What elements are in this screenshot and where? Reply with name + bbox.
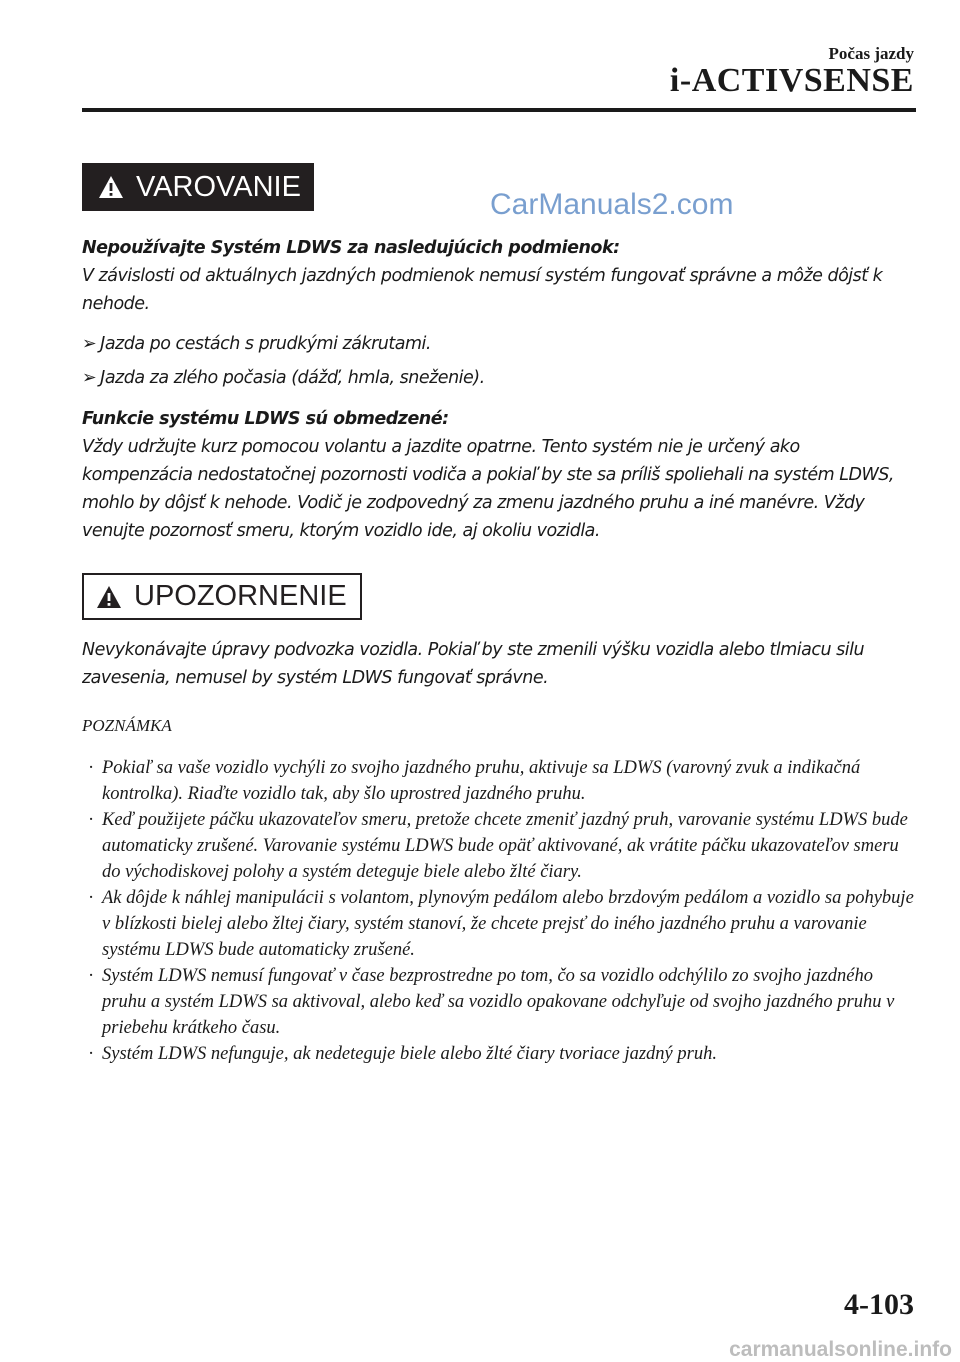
note-item: · Ak dôjde k náhlej manipulácii s volantom, plynovým pedálom alebo brzdovým pedálom a vozidlo sa pohybuje v blízkosti bielej alebo žltej čiary, systém stanoví, že chcete prejsť do iného jazdného pruhu a varovanie systému LDWS bude automaticky zrušené.: [86, 885, 916, 963]
warning-banner: [82, 163, 314, 211]
note-item: · Systém LDWS nefunguje, ak nedeteguje biele alebo žlté čiary tvoriace jazdný pruh.: [86, 1041, 916, 1067]
note-item: · Systém LDWS nemusí fungovať v čase bezprostredne po tom, čo sa vozidlo odchýlilo zo svojho jazdného pruhu a systém LDWS sa aktivoval, alebo keď sa vozidlo opakovane odchyľuje od svojho jazdného pruhu v priebehu krátkeho času.: [86, 963, 916, 1041]
warning-triangle-icon: [98, 175, 124, 199]
note-list: [86, 755, 916, 1067]
header-divider: [82, 108, 916, 112]
warning-heading-2: Funkcie systému LDWS sú obmedzené:: [82, 409, 449, 429]
list-item: ➢ Jazda za zlého počasia (dážď, hmla, sneženie).: [82, 368, 485, 388]
list-item: ➢ Jazda po cestách s prudkými zákrutami.: [82, 334, 431, 354]
arrow-icon: ➢: [82, 334, 97, 354]
warning-block-2: [82, 405, 894, 545]
arrow-icon: ➢: [82, 368, 97, 388]
note-heading: POZNÁMKA: [82, 716, 172, 735]
warning-block-1: [82, 234, 894, 318]
warning-text-2: Vždy udržujte kurz pomocou volantu a jazdite opatrne. Tento systém nie je určený ako kompenzácia nedostatočnej pozornosti vodiča a pokiaľ by ste sa príliš spoliehali na systém LDWS, mohlo by dôjsť k nehode. Vodič je zodpovedný za zmenu jazdného pruhu a iné manévre. Vždy venujte pozornosť smeru, ktorým vozidlo ide, aj okoliu vozidla.: [82, 437, 894, 541]
caution-triangle-icon: [96, 585, 122, 609]
caution-banner: [82, 573, 362, 620]
caution-label: UPOZORNENIE: [134, 580, 347, 612]
watermark-bottom[interactable]: carmanualsonline.info: [729, 1338, 952, 1361]
warning-list: [82, 330, 894, 398]
chapter-title: i-ACTIVSENSE: [669, 62, 914, 99]
note-item: · Keď použijete páčku ukazovateľov smeru, pretože chcete zmeniť jazdný pruh, varovanie systému LDWS bude automaticky zrušené. Varovanie systému LDWS bude opäť aktivované, ak vrátite páčku ukazovateľov smeru do východiskovej polohy a systém deteguje biele alebo žlté čiary.: [86, 807, 916, 885]
watermark-top[interactable]: CarManuals2.com: [490, 188, 734, 221]
page-number: 4-103: [844, 1288, 914, 1321]
note-item: · Pokiaľ sa vaše vozidlo vychýli zo svojho jazdného pruhu, aktivuje sa LDWS (varovný zvuk a indikačná kontrolka). Riaďte vozidlo tak, aby šlo uprostred jazdného pruhu.: [86, 755, 916, 807]
caution-text: Nevykonávajte úpravy podvozka vozidla. Pokiaľ by ste zmenili výšku vozidla alebo tlmiacu silu zavesenia, nemusel by systém LDWS fungovať správne.: [82, 640, 865, 688]
warning-heading-1: Nepoužívajte Systém LDWS za nasledujúcich podmienok:: [82, 238, 620, 258]
warning-text-1: V závislosti od aktuálnych jazdných podmienok nemusí systém fungovať správne a môže dôjsť k nehode.: [82, 266, 883, 314]
warning-label: VAROVANIE: [136, 170, 301, 203]
section-title: Počas jazdy: [828, 44, 914, 63]
